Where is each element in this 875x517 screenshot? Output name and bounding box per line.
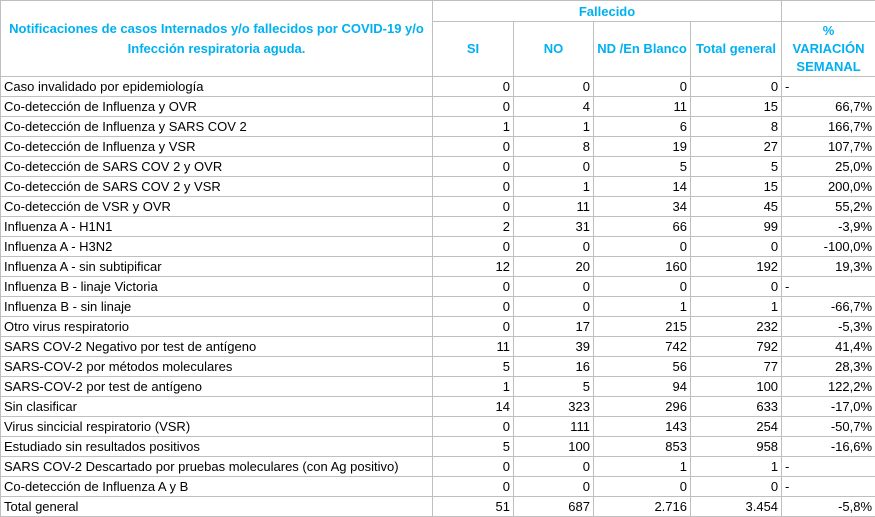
empty-header-cell xyxy=(782,1,875,22)
cell-nd: 853 xyxy=(594,437,691,457)
cell-nd: 2.716 xyxy=(594,497,691,517)
cell-total: 15 xyxy=(691,97,782,117)
row-label: SARS-COV-2 por test de antígeno xyxy=(1,377,433,397)
cell-si: 0 xyxy=(433,297,514,317)
row-label: Co-detección de VSR y OVR xyxy=(1,197,433,217)
table-row xyxy=(1,277,875,297)
cell-total: 0 xyxy=(691,277,782,297)
cell-si: 5 xyxy=(433,437,514,457)
cell-no: 5 xyxy=(514,377,594,397)
cell-nd: 94 xyxy=(594,377,691,397)
cell-no: 20 xyxy=(514,257,594,277)
cell-nd: 19 xyxy=(594,137,691,157)
cell-var: - xyxy=(782,477,875,497)
cell-si: 11 xyxy=(433,337,514,357)
table-row xyxy=(1,117,875,137)
cell-no: 4 xyxy=(514,97,594,117)
cell-nd: 56 xyxy=(594,357,691,377)
cell-si: 0 xyxy=(433,477,514,497)
cell-si: 51 xyxy=(433,497,514,517)
row-label: Co-detección de SARS COV 2 y VSR xyxy=(1,177,433,197)
row-label: Influenza B - sin linaje xyxy=(1,297,433,317)
cell-no: 1 xyxy=(514,177,594,197)
table-body xyxy=(1,77,875,517)
cell-nd: 1 xyxy=(594,457,691,477)
cell-var: 25,0% xyxy=(782,157,875,177)
cell-var: 122,2% xyxy=(782,377,875,397)
cell-nd: 5 xyxy=(594,157,691,177)
cell-no: 31 xyxy=(514,217,594,237)
cell-si: 0 xyxy=(433,97,514,117)
table-row xyxy=(1,237,875,257)
cell-var: 166,7% xyxy=(782,117,875,137)
cell-total: 1 xyxy=(691,457,782,477)
cell-var: 19,3% xyxy=(782,257,875,277)
row-label: SARS COV-2 Descartado por pruebas moleculares (con Ag positivo) xyxy=(1,457,433,477)
cell-nd: 11 xyxy=(594,97,691,117)
cell-si: 12 xyxy=(433,257,514,277)
cell-total: 792 xyxy=(691,337,782,357)
cell-nd: 0 xyxy=(594,477,691,497)
row-label: Estudiado sin resultados positivos xyxy=(1,437,433,457)
table-row xyxy=(1,77,875,97)
table-row xyxy=(1,317,875,337)
cell-no: 11 xyxy=(514,197,594,217)
column-header-nd: ND /En Blanco xyxy=(594,22,691,77)
cell-nd: 143 xyxy=(594,417,691,437)
cell-total: 3.454 xyxy=(691,497,782,517)
cell-no: 323 xyxy=(514,397,594,417)
cell-var: -5,8% xyxy=(782,497,875,517)
group-header-fallecido: Fallecido xyxy=(433,1,782,22)
column-header-variacion: % VARIACIÓN SEMANAL xyxy=(782,22,875,77)
row-label: Total general xyxy=(1,497,433,517)
table-row xyxy=(1,177,875,197)
row-label: Influenza A - H3N2 xyxy=(1,237,433,257)
column-header-no: NO xyxy=(514,22,594,77)
cell-si: 0 xyxy=(433,417,514,437)
row-label: SARS-COV-2 por métodos moleculares xyxy=(1,357,433,377)
cell-total: 77 xyxy=(691,357,782,377)
cell-var: -3,9% xyxy=(782,217,875,237)
cell-no: 0 xyxy=(514,457,594,477)
cell-total: 958 xyxy=(691,437,782,457)
cell-nd: 160 xyxy=(594,257,691,277)
cell-var: - xyxy=(782,457,875,477)
table-title: Notificaciones de casos Internados y/o fallecidos por COVID-19 y/o Infección respiratoria aguda. xyxy=(1,1,433,77)
cell-si: 0 xyxy=(433,177,514,197)
cell-si: 0 xyxy=(433,137,514,157)
cell-var: 41,4% xyxy=(782,337,875,357)
cell-nd: 1 xyxy=(594,297,691,317)
table-row xyxy=(1,337,875,357)
cell-no: 100 xyxy=(514,437,594,457)
cell-si: 0 xyxy=(433,157,514,177)
cell-total: 0 xyxy=(691,237,782,257)
table-row xyxy=(1,417,875,437)
cell-si: 0 xyxy=(433,317,514,337)
cell-no: 0 xyxy=(514,77,594,97)
cell-var: 66,7% xyxy=(782,97,875,117)
cell-no: 111 xyxy=(514,417,594,437)
cell-var: 28,3% xyxy=(782,357,875,377)
cell-nd: 0 xyxy=(594,237,691,257)
table-row xyxy=(1,437,875,457)
cell-total: 254 xyxy=(691,417,782,437)
cell-nd: 0 xyxy=(594,77,691,97)
cell-total: 633 xyxy=(691,397,782,417)
cell-si: 1 xyxy=(433,377,514,397)
table-row xyxy=(1,397,875,417)
cell-no: 0 xyxy=(514,297,594,317)
cell-var: -5,3% xyxy=(782,317,875,337)
cell-total: 0 xyxy=(691,477,782,497)
row-label: Virus sincicial respiratorio (VSR) xyxy=(1,417,433,437)
cell-nd: 296 xyxy=(594,397,691,417)
cell-var: -100,0% xyxy=(782,237,875,257)
table-row xyxy=(1,217,875,237)
row-label: Co-detección de SARS COV 2 y OVR xyxy=(1,157,433,177)
cell-total: 15 xyxy=(691,177,782,197)
table-row xyxy=(1,197,875,217)
table-row xyxy=(1,137,875,157)
row-label: Co-detección de Influenza A y B xyxy=(1,477,433,497)
cell-var: - xyxy=(782,277,875,297)
cell-no: 0 xyxy=(514,157,594,177)
cell-si: 0 xyxy=(433,237,514,257)
table-row xyxy=(1,377,875,397)
cell-si: 14 xyxy=(433,397,514,417)
table-row xyxy=(1,497,875,517)
cell-nd: 6 xyxy=(594,117,691,137)
cell-var: -17,0% xyxy=(782,397,875,417)
cell-no: 1 xyxy=(514,117,594,137)
cell-total: 100 xyxy=(691,377,782,397)
cell-nd: 34 xyxy=(594,197,691,217)
row-label: Influenza A - H1N1 xyxy=(1,217,433,237)
table-row xyxy=(1,97,875,117)
cell-var: - xyxy=(782,77,875,97)
table-row xyxy=(1,357,875,377)
row-label: SARS COV-2 Negativo por test de antígeno xyxy=(1,337,433,357)
cell-total: 27 xyxy=(691,137,782,157)
cell-var: -66,7% xyxy=(782,297,875,317)
cell-nd: 14 xyxy=(594,177,691,197)
table-row xyxy=(1,257,875,277)
cell-no: 687 xyxy=(514,497,594,517)
cell-total: 0 xyxy=(691,77,782,97)
row-label: Otro virus respiratorio xyxy=(1,317,433,337)
cell-var: -50,7% xyxy=(782,417,875,437)
cell-nd: 215 xyxy=(594,317,691,337)
cell-no: 39 xyxy=(514,337,594,357)
cell-var: -16,6% xyxy=(782,437,875,457)
cell-nd: 742 xyxy=(594,337,691,357)
cell-si: 2 xyxy=(433,217,514,237)
cell-total: 5 xyxy=(691,157,782,177)
cell-si: 0 xyxy=(433,277,514,297)
cell-si: 5 xyxy=(433,357,514,377)
cell-no: 0 xyxy=(514,277,594,297)
cell-no: 8 xyxy=(514,137,594,157)
cell-si: 0 xyxy=(433,457,514,477)
cell-total: 1 xyxy=(691,297,782,317)
row-label: Co-detección de Influenza y VSR xyxy=(1,137,433,157)
cell-var: 55,2% xyxy=(782,197,875,217)
cell-si: 0 xyxy=(433,77,514,97)
row-label: Co-detección de Influenza y SARS COV 2 xyxy=(1,117,433,137)
row-label: Influenza B - linaje Victoria xyxy=(1,277,433,297)
row-label: Influenza A - sin subtipificar xyxy=(1,257,433,277)
table-row xyxy=(1,297,875,317)
cell-si: 1 xyxy=(433,117,514,137)
table-row xyxy=(1,457,875,477)
cell-no: 0 xyxy=(514,237,594,257)
table-row xyxy=(1,157,875,177)
column-header-total: Total general xyxy=(691,22,782,77)
cell-si: 0 xyxy=(433,197,514,217)
cell-total: 232 xyxy=(691,317,782,337)
cell-nd: 66 xyxy=(594,217,691,237)
cell-total: 45 xyxy=(691,197,782,217)
cell-no: 16 xyxy=(514,357,594,377)
cell-total: 192 xyxy=(691,257,782,277)
cell-total: 99 xyxy=(691,217,782,237)
cell-var: 200,0% xyxy=(782,177,875,197)
cell-no: 17 xyxy=(514,317,594,337)
row-label: Co-detección de Influenza y OVR xyxy=(1,97,433,117)
row-label: Sin clasificar xyxy=(1,397,433,417)
column-header-si: SI xyxy=(433,22,514,77)
cell-total: 8 xyxy=(691,117,782,137)
cell-nd: 0 xyxy=(594,277,691,297)
table-row xyxy=(1,477,875,497)
cell-no: 0 xyxy=(514,477,594,497)
cell-var: 107,7% xyxy=(782,137,875,157)
row-label: Caso invalidado por epidemiología xyxy=(1,77,433,97)
